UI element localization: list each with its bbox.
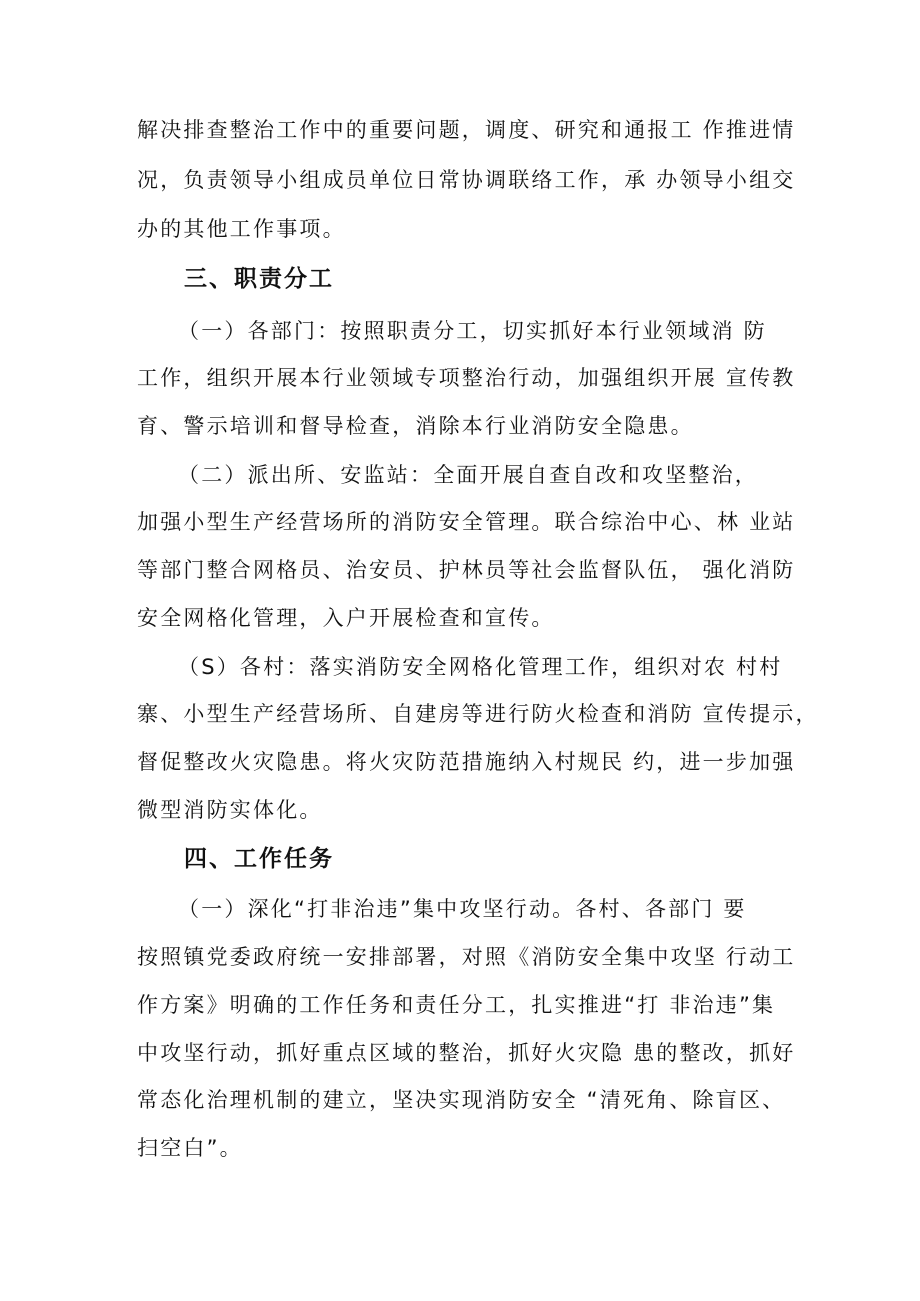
s3-p3-line-2: 寨、小型生产经营场所、自建房等进行防火检查和消防 宣传提示， xyxy=(137,702,819,726)
s3-p2-line-3: 等部门整合网格员、治安员、护林员等社会监督队伍， 强化消防 xyxy=(137,558,796,582)
s3-p2-line-1: （二）派出所、安监站：全面开展自查自改和攻坚整治， xyxy=(178,463,758,487)
intro-line-2: 况，负责领导小组成员单位日常协调联络工作，承 办领导小组交 xyxy=(137,168,796,192)
s4-p1-line-1: （一）深化“打非治违”集中攻坚行动。各村、各部门 要 xyxy=(178,897,747,921)
intro-line-1: 解决排查整治工作中的重要问题，调度、研究和通报工 作推进情 xyxy=(137,118,796,142)
s3-p1-line-1: （一）各部门：按照职责分工，切实抓好本行业领域消 防 xyxy=(178,319,767,343)
s4-p1-line-3: 作方案》明确的工作任务和责任分工，扎实推进“打 非治违”集 xyxy=(137,993,776,1017)
s3-p2-line-2: 加强小型生产经营场所的消防安全管理。联合综治中心、林 业站 xyxy=(137,510,796,534)
s3-p1-line-3: 育、警示培训和督导检查，消除本行业消防安全隐患。 xyxy=(137,414,694,438)
s4-p1-line-5: 常态化治理机制的建立，坚决实现消防安全 “清死角、除盲区、 xyxy=(137,1088,786,1112)
s3-p1-line-2: 工作，组织开展本行业领域专项整治行动，加强组织开展 宣传教 xyxy=(137,366,796,390)
s4-p1-line-6: 扫空白”。 xyxy=(137,1136,243,1160)
s3-p3-line-3: 督促整改火灾隐患。将火灾防范措施纳入村规民 约，进一步加强 xyxy=(137,750,796,774)
section-3-heading: 三、职责分工 xyxy=(184,266,334,292)
section-4-heading: 四、工作任务 xyxy=(184,846,334,872)
s4-p1-line-2: 按照镇党委政府统一安排部署，对照《消防安全集中攻坚 行动工 xyxy=(137,945,796,969)
intro-line-3: 办的其他工作事项。 xyxy=(137,217,346,241)
s4-p1-line-4: 中攻坚行动，抓好重点区域的整治，抓好火灾隐 患的整改，抓好 xyxy=(137,1041,796,1065)
s3-p2-line-4: 安全网格化管理，入户开展检查和宣传。 xyxy=(137,606,555,630)
s3-p3-line-4: 微型消防实体化。 xyxy=(137,798,323,822)
s3-p3-line-1: （S）各村：落实消防安全网格化管理工作，组织对农 村村 xyxy=(178,655,783,679)
